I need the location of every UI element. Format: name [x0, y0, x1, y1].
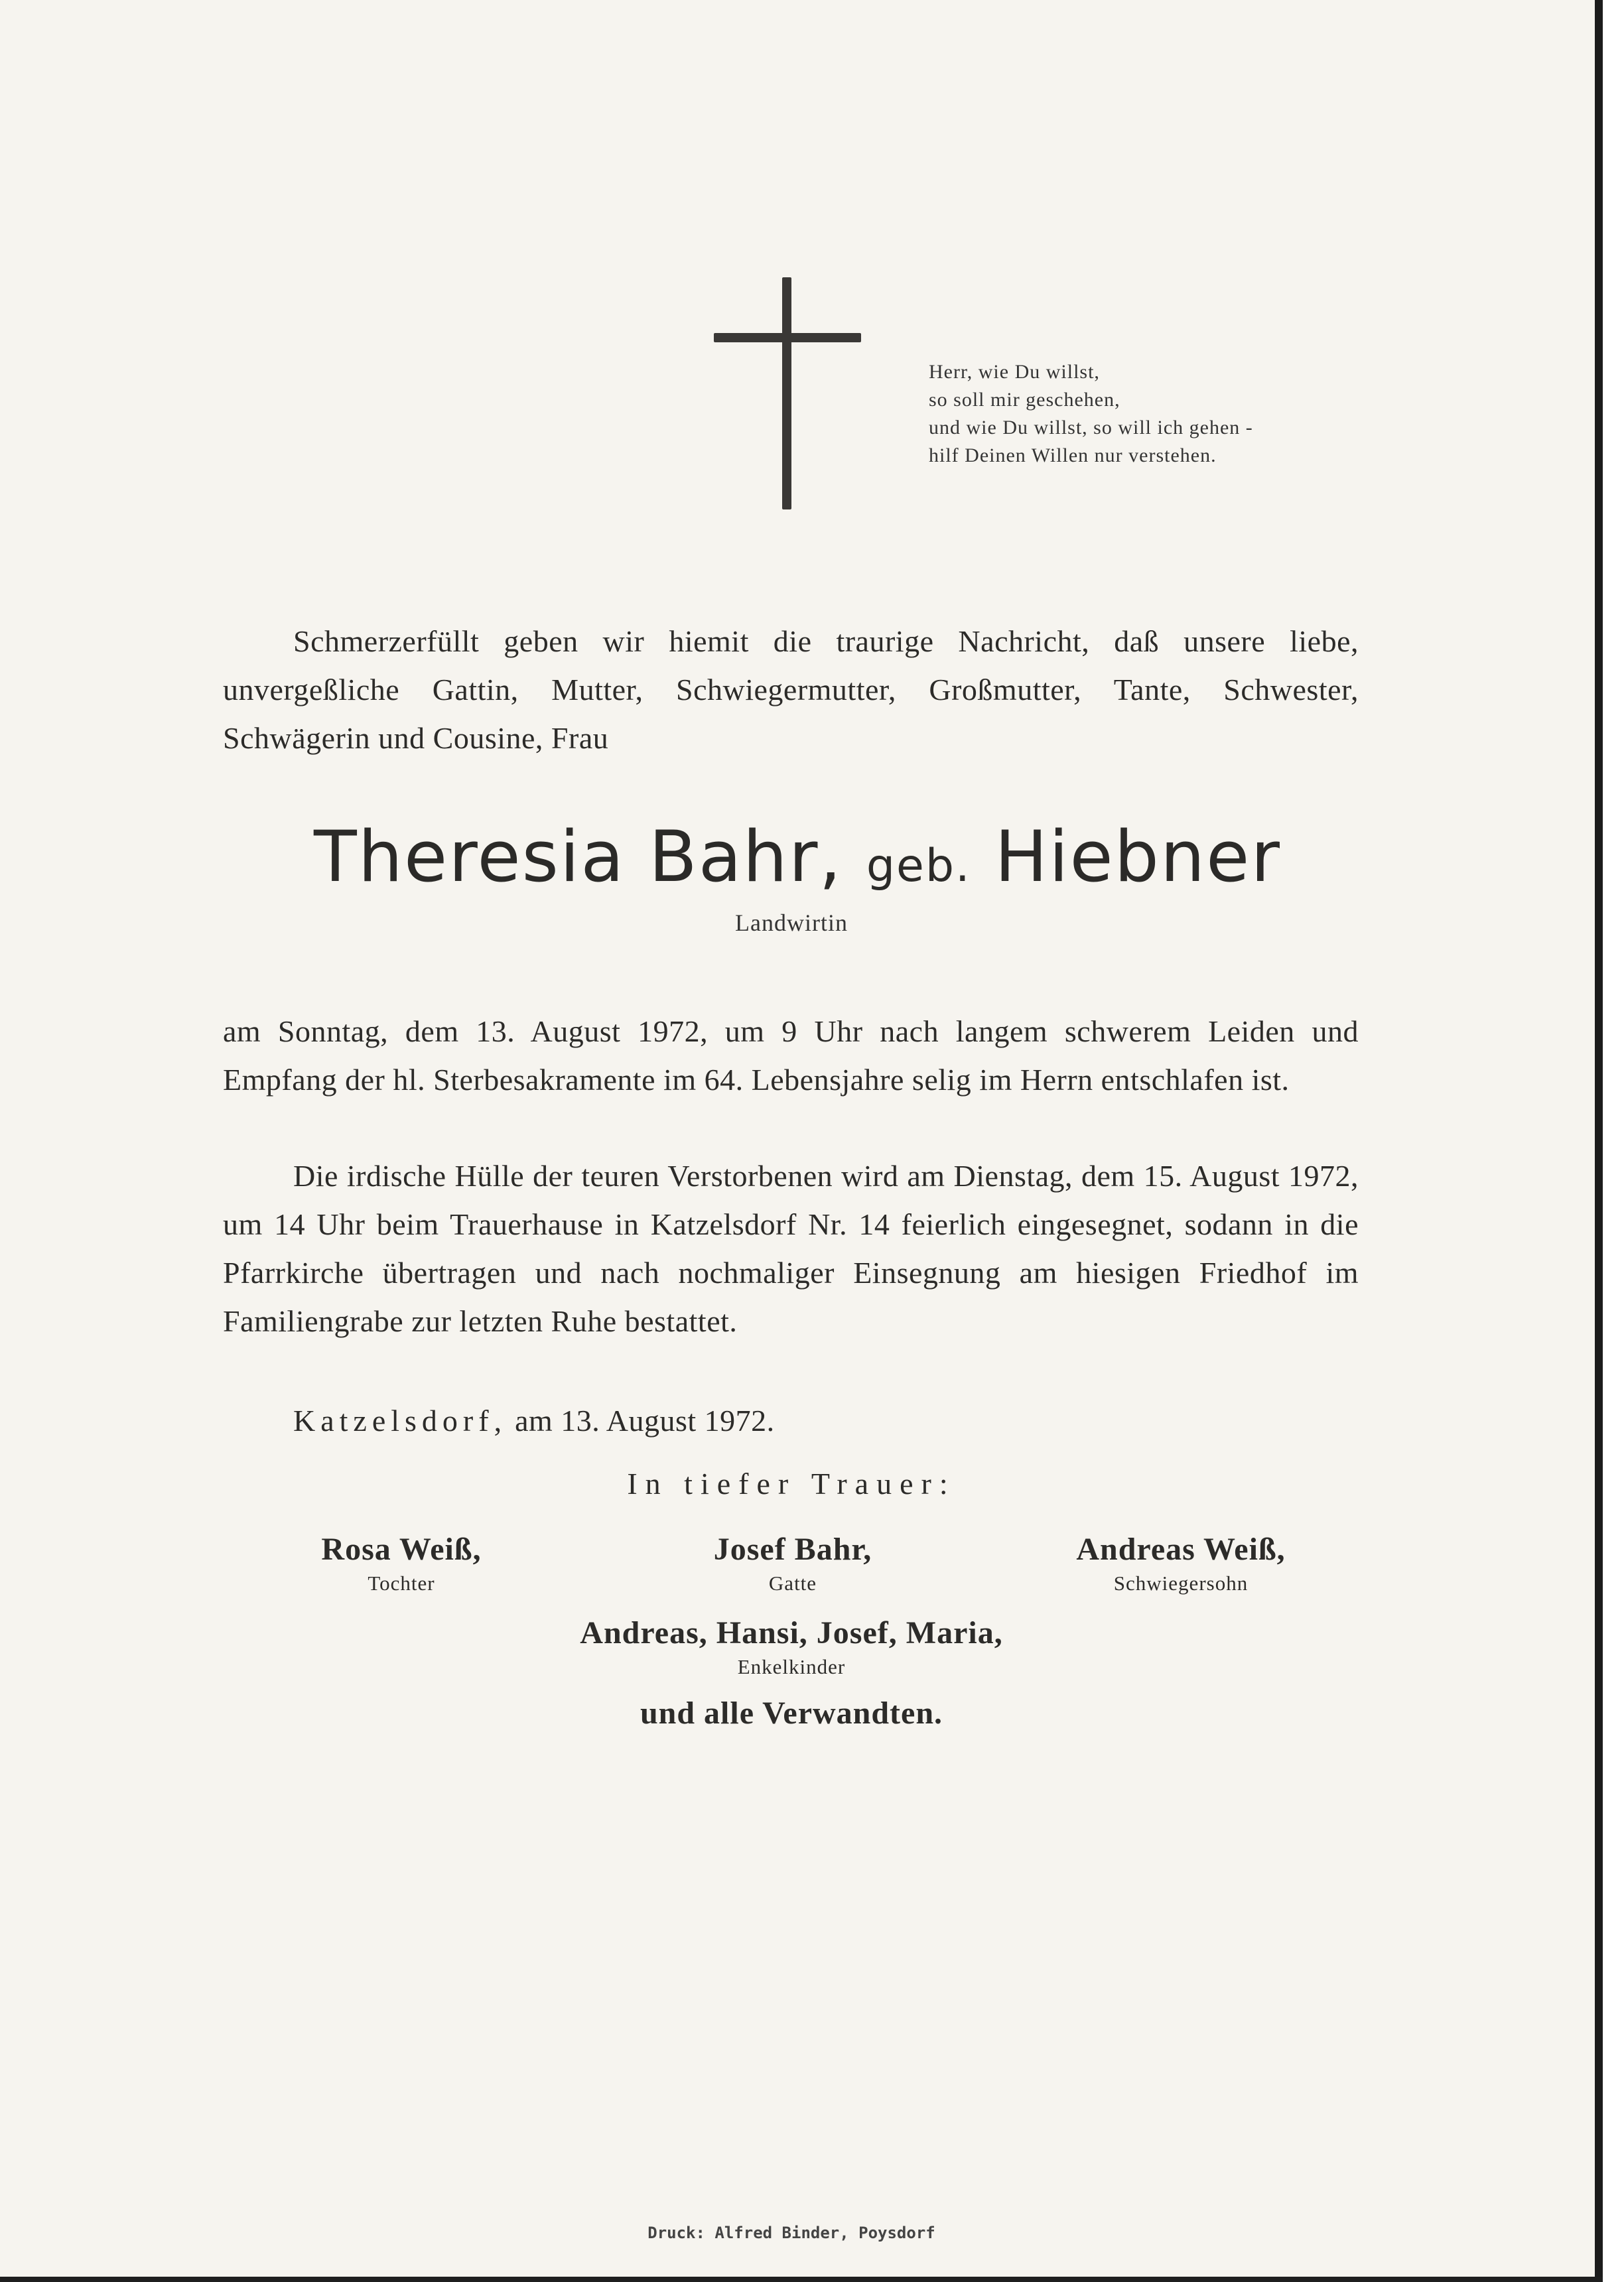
place-and-date	[293, 1403, 775, 1438]
place: Katzelsdorf,	[293, 1404, 508, 1438]
date: am 13. August 1972.	[515, 1404, 775, 1438]
printer-imprint: Druck: Alfred Binder, Poysdorf	[647, 2224, 935, 2242]
mourner-name: Josef Bahr,	[713, 1532, 872, 1567]
motto-line: und wie Du willst, so will ich gehen -	[929, 417, 1253, 438]
paper-right-edge	[1595, 0, 1603, 2282]
mourner-relation: Enkelkinder	[737, 1655, 846, 1678]
scan-margin	[1603, 0, 1624, 2282]
mourner-name: Andreas Weiß,	[1076, 1532, 1286, 1567]
mourner-name: Rosa Weiß,	[321, 1532, 482, 1567]
mourner-grandchildren	[464, 1615, 1118, 1679]
mourner-husband	[657, 1531, 929, 1595]
deceased-name	[0, 811, 1595, 913]
closing-line: und alle Verwandten.	[640, 1696, 943, 1731]
death-notice-paragraph: am Sonntag, dem 13. August 1972, um 9 Uhr nach langem schwerem Leiden und Empfang der hl. Sterbesakramente im 64. Lebensjahre selig im Herrn entschlafen ist.	[223, 1014, 1359, 1097]
intro-paragraph: Schmerzerfüllt geben wir hiemit die traurige Nachricht, daß unsere liebe, unvergeßliche Gattin, Mutter, Schwiegermutter, Großmutter, Tante, Schwester, Schwägerin und Cousine, Frau	[223, 624, 1359, 755]
motto-line: hilf Deinen Willen nur verstehen.	[929, 444, 1217, 466]
mourner-name: Andreas, Hansi, Josef, Maria,	[580, 1615, 1003, 1650]
cross-icon-horizontal	[714, 333, 861, 342]
cross-icon-vertical	[782, 277, 791, 509]
mourning-heading: In tiefer Trauer:	[627, 1467, 956, 1501]
mourner-son-in-law	[1035, 1531, 1327, 1595]
paper-bottom-edge	[0, 2277, 1603, 2282]
mourner-daughter	[265, 1531, 537, 1595]
mourner-relation: Tochter	[368, 1572, 435, 1595]
funeral-notice-paragraph: Die irdische Hülle der teuren Verstorbenen wird am Dienstag, dem 15. August 1972, um 14 Uhr beim Trauerhause in Katzelsdorf Nr. 14 feierlich eingesegnet, sodann in die Pfarrkirche übertragen und nach nochmaliger Einsegnung am hiesigen Friedhof im Familiengrabe zur letzten Ruhe bestattet.	[223, 1159, 1359, 1338]
deceased-full-name: Theresia Bahr,	[314, 816, 843, 898]
mourner-relation: Schwiegersohn	[1113, 1572, 1249, 1595]
motto-line: so soll mir geschehen,	[929, 389, 1120, 411]
maiden-name: Hiebner	[994, 816, 1281, 898]
motto-line: Herr, wie Du willst,	[929, 361, 1100, 383]
motto-verse	[929, 358, 1393, 470]
deceased-occupation: Landwirtin	[735, 909, 848, 936]
mourner-relation: Gatte	[768, 1572, 817, 1595]
born-prefix: geb.	[866, 840, 971, 892]
